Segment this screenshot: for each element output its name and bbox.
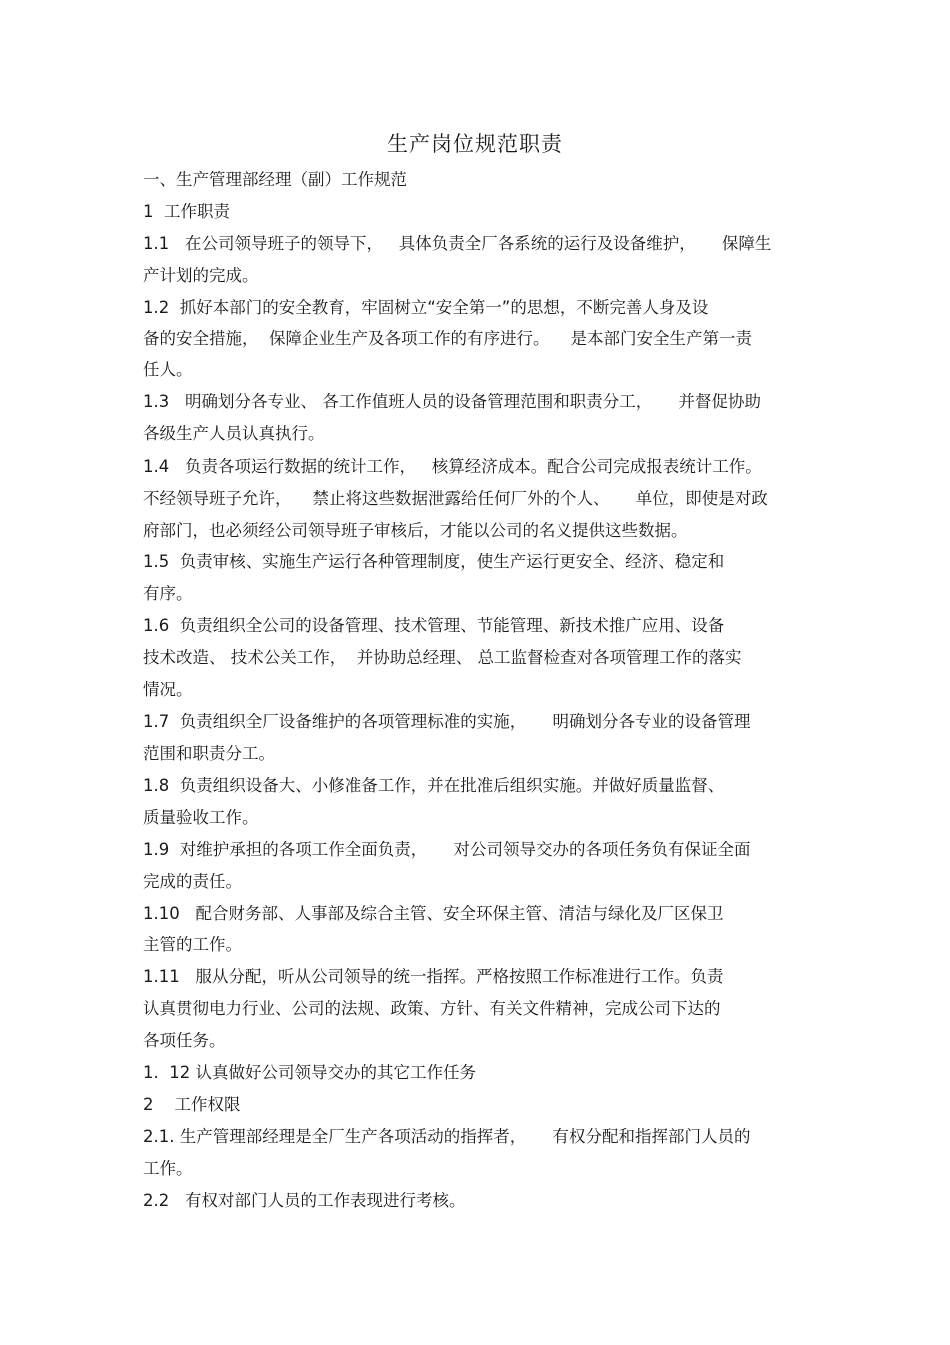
section-heading: 一、生产管理部经理（副）工作规范: [143, 170, 407, 189]
paragraph-line: 情况。: [143, 680, 193, 699]
paragraph-line: 各项任务。: [143, 1031, 226, 1050]
paragraph-line: 认真贯彻电力行业、公司的法规、政策、方针、有关文件精神，完成公司下达的: [143, 999, 721, 1018]
paragraph-line: 1.4 负责各项运行数据的统计工作， 核算经济成本。配合公司完成报表统计工作。: [143, 457, 762, 476]
paragraph-line: 1. 12 认真做好公司领导交办的其它工作任务: [143, 1063, 476, 1082]
paragraph-line: 有序。: [143, 584, 193, 603]
subsection-heading: 2 工作权限: [143, 1095, 241, 1114]
paragraph-line: 范围和职责分工。: [143, 744, 275, 763]
paragraph-line: 2.1. 生产管理部经理是全厂生产各项活动的指挥者， 有权分配和指挥部门人员的: [143, 1127, 751, 1146]
paragraph-line: 任人。: [143, 360, 193, 379]
paragraph-line: 1.9 对维护承担的各项工作全面负责， 对公司领导交办的各项任务负有保证全面: [143, 840, 751, 859]
subsection-heading: 1 工作职责: [143, 202, 230, 221]
document-title: 生产岗位规范职责: [387, 132, 563, 156]
paragraph-line: 1.3 明确划分各专业、 各工作值班人员的设备管理范围和职责分工， 并督促协助: [143, 392, 761, 411]
paragraph-line: 1.6 负责组织全公司的设备管理、技术管理、节能管理、新技术推广应用、设备: [143, 616, 725, 635]
paragraph-line: 备的安全措施， 保障企业生产及各项工作的有序进行。 是本部门安全生产第一责: [143, 329, 752, 348]
paragraph-line: 工作。: [143, 1159, 193, 1178]
paragraph-line: 不经领导班子允许， 禁止将这些数据泄露给任何厂外的个人、 单位，即使是对政: [143, 489, 768, 508]
paragraph-line: 1.10 配合财务部、人事部及综合主管、安全环保主管、清洁与绿化及厂区保卫: [143, 904, 724, 923]
paragraph-line: 完成的责任。: [143, 872, 242, 891]
paragraph-line: 1.8 负责组织设备大、小修准备工作，并在批准后组织实施。并做好质量监督、: [143, 776, 725, 795]
paragraph-line: 1.7 负责组织全厂设备维护的各项管理标准的实施， 明确划分各专业的设备管理: [143, 712, 751, 731]
paragraph-line: 各级生产人员认真执行。: [143, 424, 325, 443]
paragraph-line: 技术改造、 技术公关工作， 并协助总经理、 总工监督检查对各项管理工作的落实: [143, 648, 742, 667]
paragraph-line: 1.1 在公司领导班子的领导下， 具体负责全厂各系统的运行及设备维护， 保障生: [143, 234, 772, 253]
paragraph-line: 1.5 负责审核、实施生产运行各种管理制度，使生产运行更安全、经济、稳定和: [143, 552, 725, 571]
paragraph-line: 2.2 有权对部门人员的工作表现进行考核。: [143, 1191, 466, 1210]
paragraph-line: 1.2 抓好本部门的安全教育，牢固树立“安全第一”的思想，不断完善人身及设: [143, 298, 709, 317]
paragraph-line: 质量验收工作。: [143, 808, 259, 827]
paragraph-line: 府部门，也必须经公司领导班子审核后，才能以公司的名义提供这些数据。: [143, 521, 688, 540]
paragraph-line: 产计划的完成。: [143, 266, 259, 285]
paragraph-line: 主管的工作。: [143, 935, 242, 954]
paragraph-line: 1.11 服从分配，听从公司领导的统一指挥。严格按照工作标准进行工作。负责: [143, 967, 724, 986]
